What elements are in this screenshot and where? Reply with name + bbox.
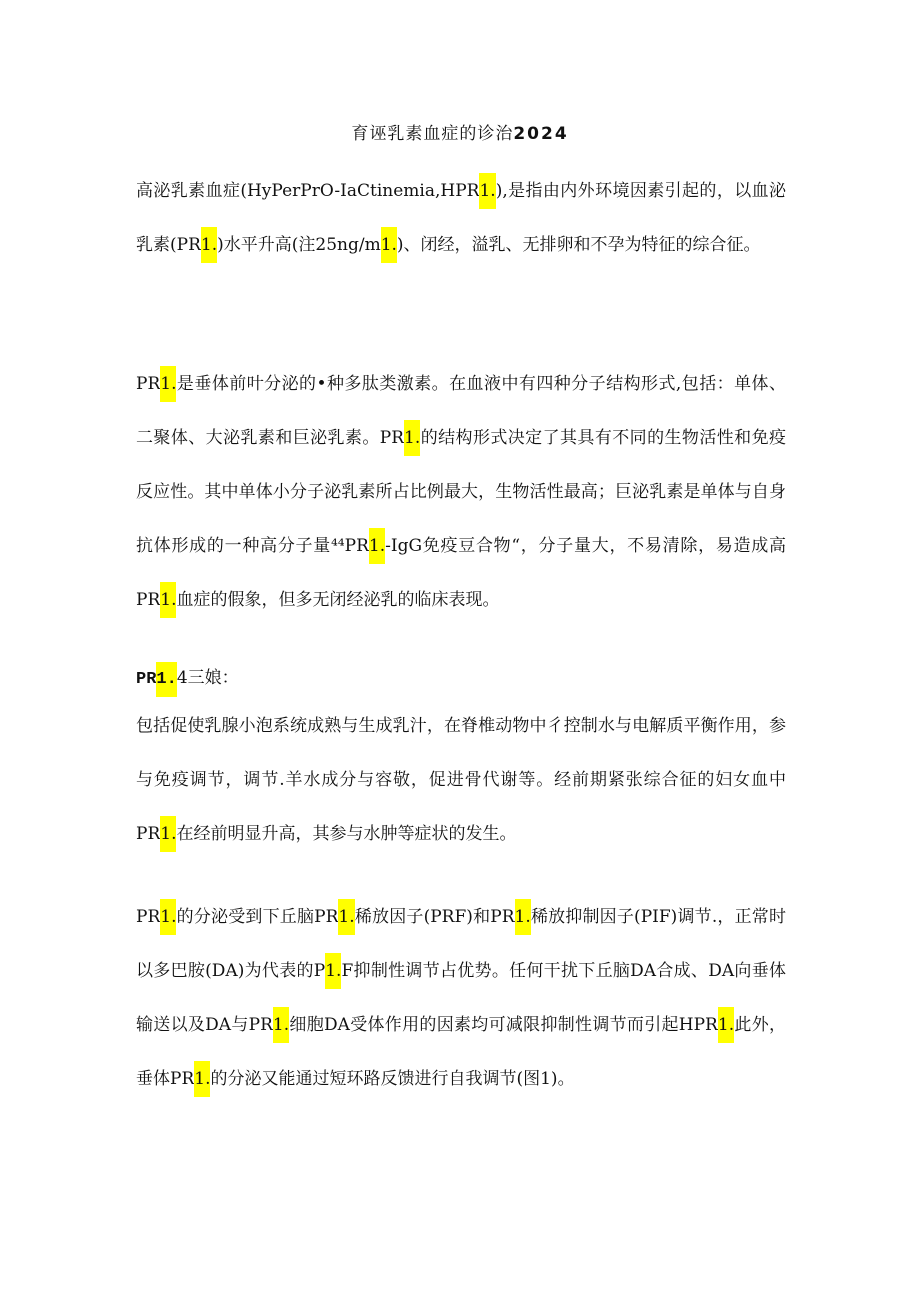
text-run: 的结构形式决定了其具有不同的生物活性和免疫反应性。其中单体小分子泌乳素所占比例最大，生物活性最高；巨泌乳素是单体与自身抗体形成的一种高分子量⁴⁴PR — [136, 428, 786, 556]
text-run: )水平升高(注25ng∕m — [217, 235, 381, 255]
text-run: 的分泌受到下丘脑PR — [176, 907, 339, 927]
text-run: PR — [136, 374, 161, 394]
text-run: 在经前明显升高，其参与水肿等症状的发生。 — [176, 824, 517, 844]
highlight-mark: 1. — [369, 528, 385, 564]
highlight-mark: 1. — [273, 1007, 289, 1043]
highlight-mark: 1. — [515, 899, 531, 935]
text-run: ),是指由内外环境因素引起的，以血泌乳素(PR — [136, 181, 786, 255]
paragraph-structure — [136, 357, 786, 627]
title-year: 2024 — [513, 124, 569, 144]
document-title — [0, 122, 920, 146]
highlight-mark: 1. — [338, 899, 354, 935]
title-text: 育诬乳素血症的诊治 — [351, 124, 514, 144]
heading-text: PR — [136, 670, 157, 689]
highlight-mark: 1. — [194, 1061, 210, 1097]
highlight-mark: 1. — [156, 662, 176, 697]
text-run: 稀放因子(PRF)和PR — [354, 907, 515, 927]
highlight-mark: 1. — [325, 953, 341, 989]
highlight-mark: 1. — [201, 227, 217, 263]
text-run: PR — [136, 907, 161, 927]
highlight-mark: 1. — [160, 582, 176, 618]
paragraph-definition — [136, 164, 786, 272]
highlight-mark: 1. — [718, 1007, 734, 1043]
highlight-mark: 1. — [381, 227, 397, 263]
text-run: -IgG免疫豆合物“，分子量大，不易清除，易造成高PR — [136, 536, 786, 610]
heading-text: 4三娘： — [176, 668, 239, 688]
highlight-mark: 1. — [160, 899, 176, 935]
highlight-mark: 1. — [479, 173, 495, 209]
text-run: 包括促使乳腺小泡系统成熟与生成乳汁，在脊椎动物中彳控制水与电解质平衡作用，参与免疫调节，调节.羊水成分与容敬，促进骨代谢等。经前期紧张综合征的妇女血中PR — [136, 716, 786, 844]
text-run: )、闭经，溢乳、无排卵和不孕为特征的综合征。 — [396, 235, 761, 255]
text-run: 的分泌又能通过短环路反馈进行自我调节(图1)。 — [210, 1069, 575, 1089]
paragraph-function — [136, 699, 786, 861]
text-run: 血症的假象，但多无闭经泌乳的临床表现。 — [176, 590, 500, 610]
text-run: 细胞DA受体作用的因素均可减限抑制性调节而引起HPR — [289, 1015, 718, 1035]
text-run: F抑制性调节占优势。任何干扰下丘脑DA合成、DA向垂体输送以及DA与PR — [136, 961, 786, 1035]
highlight-mark: 1. — [404, 420, 420, 456]
text-run: 是垂体前叶分泌的•种多肽类激素。在血液中有四种分子结构形式,包括：单体、二聚体、大泌乳素和巨泌乳素。PR — [136, 374, 786, 448]
text-run: 稀放抑制因子(PIF)调节.，正常时以多巴胺(DA)为代表的P — [136, 907, 786, 981]
highlight-mark: 1. — [160, 366, 176, 402]
paragraph-regulation — [136, 890, 786, 1106]
text-run: 高泌乳素血症(HyPerPrO-IaCtinemia,HPR — [136, 181, 480, 201]
text-run: 此外，垂体PR — [136, 1015, 786, 1089]
highlight-mark: 1. — [160, 816, 176, 852]
